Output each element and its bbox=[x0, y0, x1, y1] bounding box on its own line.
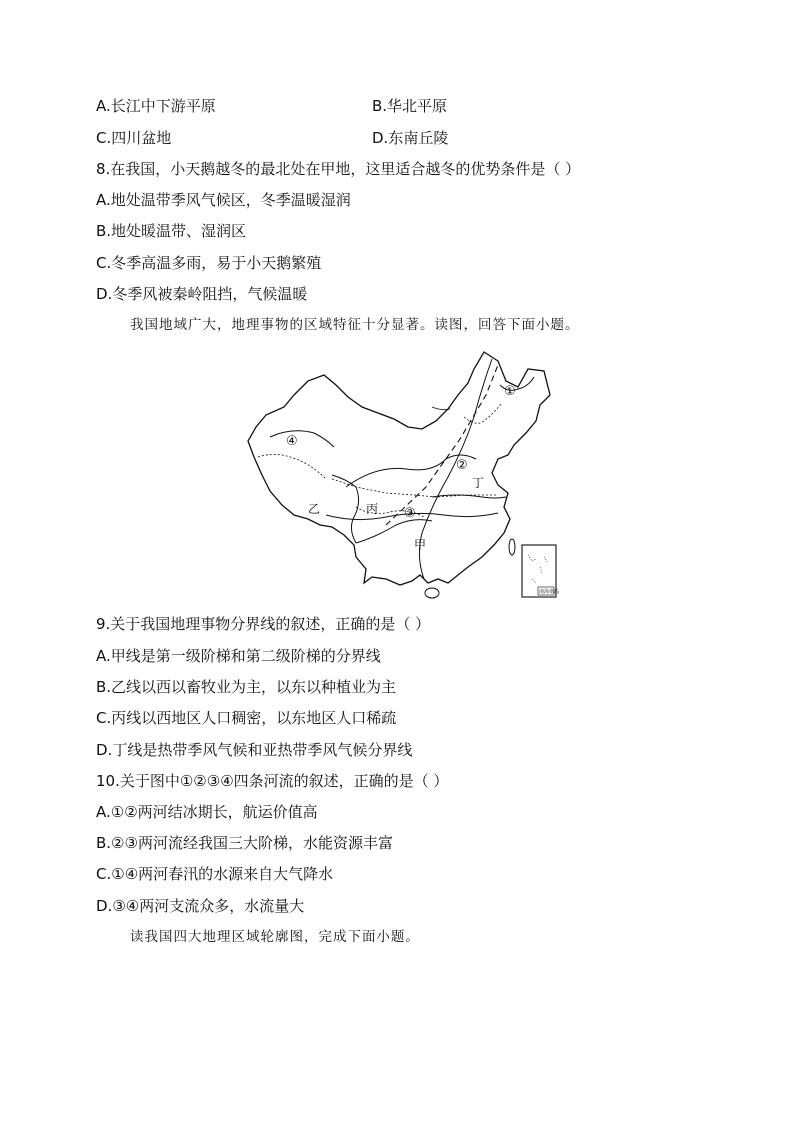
inset-label: 南海诸岛 bbox=[539, 589, 560, 595]
q10-option-b: B.②③两河流经我国三大阶梯，水能资源丰富 bbox=[96, 834, 393, 852]
q8-option-d: D.冬季风被秦岭阻挡，气候温暖 bbox=[96, 285, 308, 303]
map-label-ding: 丁 bbox=[472, 476, 485, 490]
q9-option-d: D.丁线是热带季风气候和亚热带季风气候分界线 bbox=[96, 741, 413, 759]
q8-stem: 8.在我国，小天鹅越冬的最北处在甲地，这里适合越冬的优势条件是（ ） bbox=[96, 160, 581, 178]
q10-stem: 10.关于图中①②③④四条河流的叙述，正确的是（ ） bbox=[96, 772, 449, 790]
q7-option-a: A.长江中下游平原 bbox=[96, 97, 216, 115]
q8-option-b: B.地处暖温带、湿润区 bbox=[96, 222, 247, 240]
map-label-bing: 丙 bbox=[366, 502, 379, 516]
map-label-river-1: ① bbox=[504, 384, 516, 399]
map-label-jia: 甲 bbox=[414, 538, 427, 552]
q9-option-b: B.乙线以西以畜牧业为主，以东以种植业为主 bbox=[96, 678, 397, 696]
q7-option-c: C.四川盆地 bbox=[96, 129, 172, 147]
map-label-river-2: ② bbox=[456, 458, 468, 473]
q10-option-c: C.①④两河春汛的水源来自大气降水 bbox=[96, 865, 334, 883]
river-4 bbox=[270, 431, 334, 447]
taiwan-island bbox=[509, 539, 515, 555]
map-label-river-3: ③ bbox=[404, 506, 416, 521]
map-intro-text: 我国地域广大，地理事物的区域特征十分显著。读图，回答下面小题。 bbox=[130, 317, 580, 333]
q10-option-a: A.①②两河结冰期长，航运价值高 bbox=[96, 803, 318, 821]
q8-option-a: A.地处温带季风气候区，冬季温暖湿润 bbox=[96, 191, 351, 209]
q7-option-d: D.东南丘陵 bbox=[372, 129, 449, 147]
map-label-river-4: ④ bbox=[286, 434, 298, 449]
boundary-line-yi bbox=[332, 475, 359, 543]
q7-option-b: B.华北平原 bbox=[372, 97, 448, 115]
q10-option-d: D.③④两河支流众多，水流量大 bbox=[96, 897, 305, 915]
hainan-island bbox=[425, 588, 439, 598]
q8-option-c: C.冬季高温多雨，易于小天鹅繁殖 bbox=[96, 254, 322, 272]
q9-stem: 9.关于我国地理事物分界线的叙述，正确的是（ ） bbox=[96, 615, 431, 633]
dashed-divide-line bbox=[386, 365, 498, 525]
q9-option-a: A.甲线是第一级阶梯和第二级阶梯的分界线 bbox=[96, 647, 381, 665]
regions-intro-text: 读我国四大地理区域轮廓图，完成下面小题。 bbox=[130, 929, 420, 945]
q9-option-c: C.丙线以西地区人口稠密，以东地区人口稀疏 bbox=[96, 709, 397, 727]
map-label-yi: 乙 bbox=[308, 502, 321, 516]
china-map-figure bbox=[236, 347, 566, 604]
